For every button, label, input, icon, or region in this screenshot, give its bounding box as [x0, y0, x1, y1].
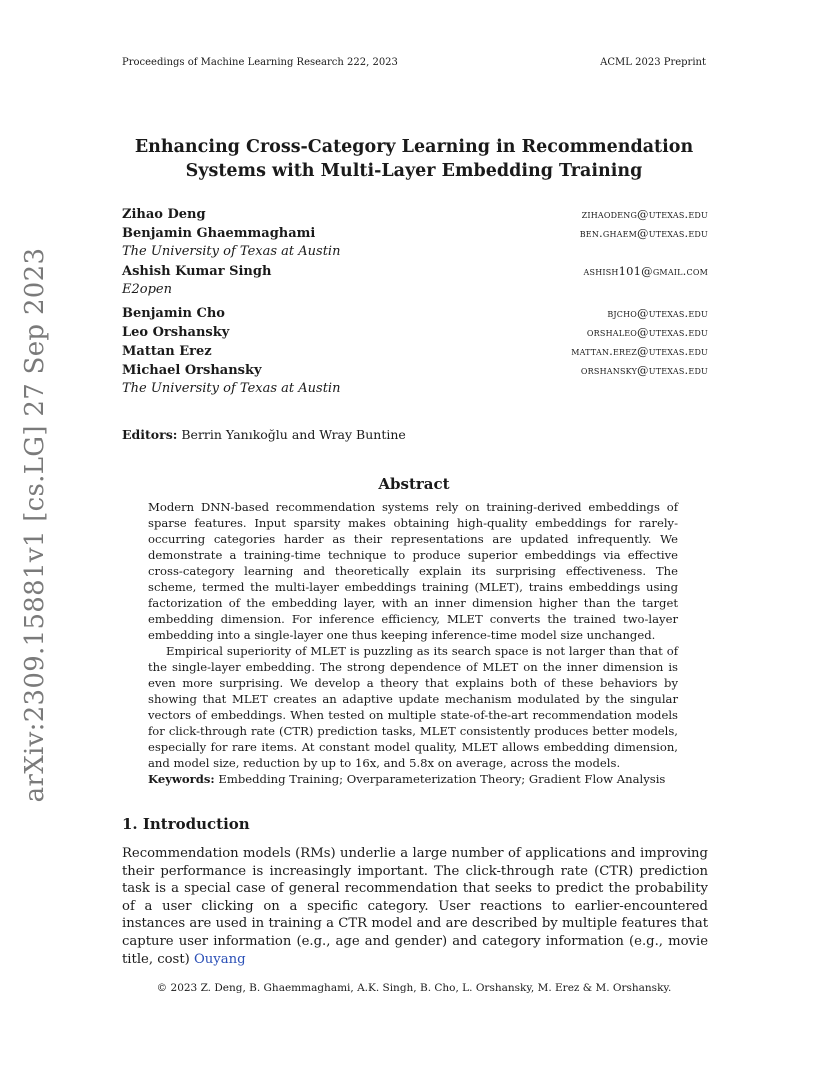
author-email[interactable]: orshansky@utexas.edu	[580, 363, 708, 377]
citation-link[interactable]: Ouyang	[193, 951, 246, 967]
author-email[interactable]: orshaleo@utexas.edu	[586, 325, 708, 339]
author-affiliation: E2open	[122, 282, 172, 297]
author-email[interactable]: ashish101@gmail.com	[583, 264, 708, 278]
author-row	[122, 304, 708, 323]
title-line: Systems with Multi-Layer Embedding Training	[185, 161, 643, 181]
introduction-body	[122, 845, 708, 968]
editors-label: Editors:	[122, 427, 178, 442]
author-email[interactable]: mattan.erez@utexas.edu	[571, 344, 708, 358]
author-row	[122, 361, 708, 380]
running-head-left: Proceedings of Machine Learning Research 222, 2023	[122, 57, 398, 68]
author-group	[122, 205, 708, 261]
author-name: Zihao Deng	[122, 207, 206, 222]
copyright-footer: © 2023 Z. Deng, B. Ghaemmaghami, A.K. Singh, B. Cho, L. Orshansky, M. Erez & M. Orshansky.	[156, 982, 672, 994]
author-name: Benjamin Cho	[122, 306, 225, 321]
author-row	[122, 224, 708, 243]
author-row	[122, 205, 708, 224]
abstract-paragraph: Modern DNN-based recommendation systems rely on training-derived embeddings of sparse features. Input sparsity makes obtaining high-quality embeddings for rarely-occurring categories harder as their representations are updated infrequently. We demonstrate a training-time technique to produce superior embeddings via effective cross-category learning and theoretically explain its surprising effectiveness. The scheme, termed the multi-layer embeddings training (MLET), trains embeddings using factorization of the embedding layer, with an inner dimension higher than the target embedding dimension. For inference efficiency, MLET converts the trained two-layer embedding into a single-layer one thus keeping inference-time model size unchanged.	[148, 500, 678, 642]
author-name: Michael Orshansky	[122, 363, 262, 378]
author-group	[122, 262, 708, 299]
arxiv-stamp: arXiv:2309.15881v1 [cs.LG] 27 Sep 2023	[20, 247, 50, 803]
section-heading-introduction: 1. Introduction	[122, 815, 250, 833]
keywords-text: Embedding Training; Overparameterization Theory; Gradient Flow Analysis	[218, 772, 666, 786]
author-email[interactable]: ben.ghaem@utexas.edu	[579, 226, 708, 240]
abstract-heading: Abstract	[378, 475, 450, 493]
editors-line	[122, 427, 406, 442]
introduction-paragraph	[122, 845, 708, 968]
keywords-line	[148, 771, 678, 787]
author-group	[122, 304, 708, 398]
author-name: Benjamin Ghaemmaghami	[122, 226, 316, 241]
keywords-label: Keywords:	[148, 772, 215, 786]
author-affiliation: The University of Texas at Austin	[122, 244, 341, 259]
author-row	[122, 323, 708, 342]
author-name: Leo Orshansky	[122, 325, 230, 340]
author-row	[122, 262, 708, 281]
introduction-text: Recommendation models (RMs) underlie a large number of applications and improving their performance is increasingly important. The click-through rate (CTR) prediction task is a special case of general recommendation that seeks to predict the probability of a user clicking on a specific category. User reactions to earlier-encountered instances are used in training a CTR model and are described by multiple features that capture user information (e.g., age and gender) and category information (e.g., movie title, cost)	[122, 846, 708, 967]
author-email[interactable]: bjcho@utexas.edu	[607, 306, 708, 320]
paper-title	[100, 135, 728, 183]
author-row	[122, 342, 708, 361]
editors-names: Berrin Yanıkoğlu and Wray Buntine	[181, 427, 406, 442]
author-email[interactable]: zihaodeng@utexas.edu	[581, 207, 708, 221]
author-name: Mattan Erez	[122, 344, 212, 359]
title-line: Enhancing Cross-Category Learning in Recommendation	[134, 137, 694, 157]
author-name: Ashish Kumar Singh	[122, 264, 272, 279]
running-head-right: ACML 2023 Preprint	[600, 57, 706, 68]
abstract-body	[148, 499, 678, 787]
abstract-paragraph: Empirical superiority of MLET is puzzling as its search space is not larger than that of the single-layer embedding. The strong dependence of MLET on the inner dimension is even more surprising. We develop a theory that explains both of these behaviors by showing that MLET creates an adaptive update mechanism modulated by the singular vectors of embeddings. When tested on multiple state-of-the-art recommendation models for click-through rate (CTR) prediction tasks, MLET consistently produces better models, especially for rare items. At constant model quality, MLET allows embedding dimension, and model size, reduction by up to 16x, and 5.8x on average, across the models.	[148, 644, 678, 770]
author-affiliation: The University of Texas at Austin	[122, 381, 341, 396]
